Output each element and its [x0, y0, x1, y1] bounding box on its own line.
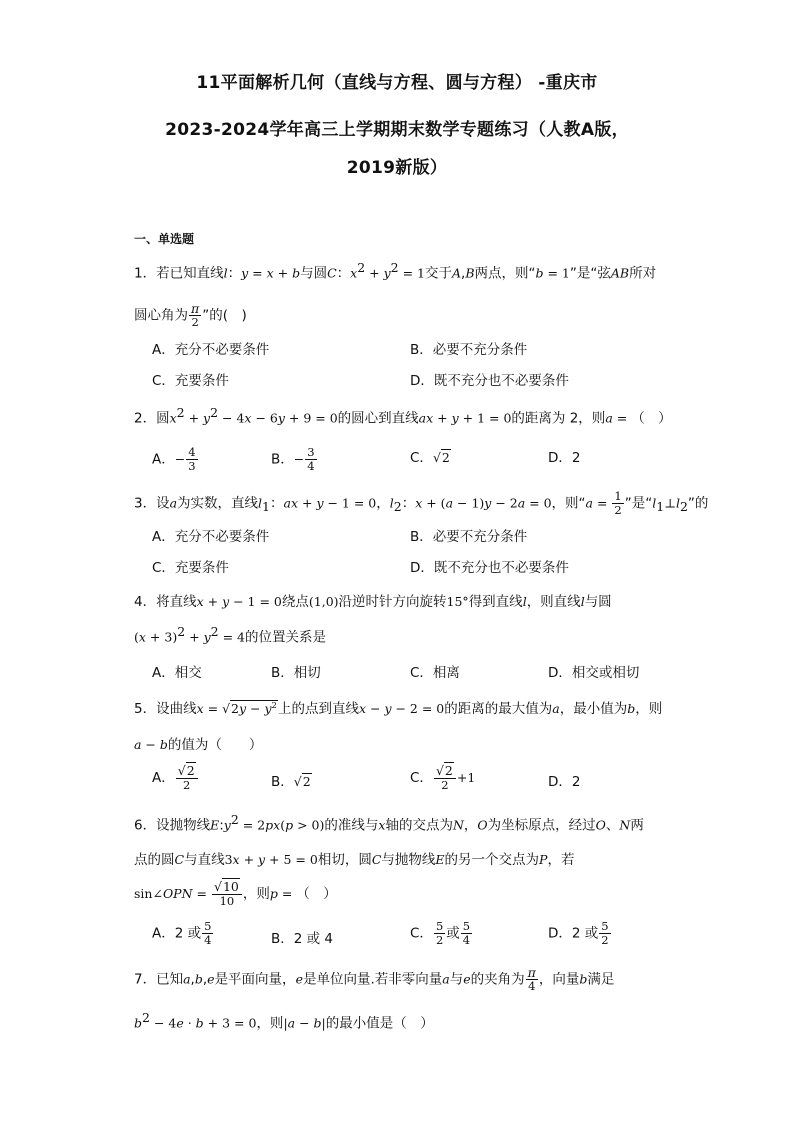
question-6-option-b[interactable]: B．2 或 4 [271, 931, 334, 947]
question-7-line-2: $b^2 - 4e \cdot b + 3 = 0$，则|a − b|的最小值是（ ） [134, 1010, 434, 1032]
title-line-3: 2019新版） [346, 158, 448, 178]
question-1-line-2: 圆心角为 $\frac{\pi}{2}$ ”的( ) [134, 301, 247, 329]
question-4-option-c[interactable]: C．相离 [410, 665, 460, 681]
question-5-line-2: a − b的值为（ ） [134, 737, 263, 753]
question-2-line-1: 2．圆$x^2 + y^2 - 4x - 6y + 9 = 0$的圆心到直线ax + y + 1 = 0的距离为 2，则a = （ ） [134, 405, 672, 427]
question-3-option-d[interactable]: D．既不充分也不必要条件 [410, 560, 569, 576]
question-3-option-a[interactable]: A．充分不必要条件 [152, 529, 270, 545]
question-6-option-a[interactable]: A．2 或 $\frac{5}{4}$ [152, 919, 212, 947]
question-5-option-a[interactable]: A． $\frac{√2}{2}$ [152, 764, 199, 792]
question-5-line-1: 5．设曲线$x = √2y - y^2$上的点到直线x − y − 2 = 0的距离的最大值为a，最小值为b，则 [134, 700, 663, 717]
question-2-option-b[interactable]: B．− $\frac{3}{4}$ [271, 445, 315, 473]
question-6-option-d[interactable]: D．2 或 $\frac{5}{2}$ [548, 919, 609, 947]
question-1-line-1: 1．若已知直线l：y = x + b与圆C：$x^2 + y^2 = 1$交于A,B两点，则“b = 1”是“弦AB所对 [134, 260, 657, 282]
question-5-option-d[interactable]: D．2 [548, 774, 581, 790]
question-4-option-a[interactable]: A．相交 [152, 665, 202, 681]
question-2-option-c[interactable]: C．√2 [410, 450, 450, 466]
question-1-option-a[interactable]: A．充分不必要条件 [152, 342, 270, 358]
section-heading: 一、单选题 [134, 232, 195, 246]
question-6-line-3: sin∠OPN = $\frac{√10}{10}$ ，则p = （ ） [134, 879, 337, 908]
question-1-option-c[interactable]: C．充要条件 [152, 373, 229, 389]
question-7-line-1: 7．已知a,b,e是平面向量，e是单位向量.若非零向量a与e的夹角为 $\frac{\pi}{4}$ ，向量b满足 [134, 965, 615, 993]
title-line-2: 2023-2024学年高三上学期期末数学专题练习（人教A版， [165, 120, 629, 140]
question-4-line-2: $(x + 3)^2 + y^2 = 4$的位置关系是 [134, 624, 326, 646]
question-2-option-d[interactable]: D．2 [548, 450, 581, 466]
question-1-option-b[interactable]: B．必要不充分条件 [410, 342, 528, 358]
question-5-option-b[interactable]: B．√2 [271, 774, 311, 790]
question-2-option-a[interactable]: A．− $\frac{4}{3}$ [152, 445, 196, 473]
question-5-option-c[interactable]: C． $\frac{√2}{2}$ +1 [410, 763, 476, 792]
question-3-option-b[interactable]: B．必要不充分条件 [410, 529, 528, 545]
question-6-line-1: 6．设抛物线$E:y^2 = 2px(p > 0)$的准线与x轴的交点为N，O为坐标原点，经过O、N两 [134, 812, 644, 834]
question-1-option-d[interactable]: D．既不充分也不必要条件 [410, 373, 569, 389]
question-4-option-d[interactable]: D．相交或相切 [548, 665, 640, 681]
question-3-line-1: 3．设a为实数，直线$l_1$：ax + y − 1 = 0，$l_2$：x + (a − 1)y − 2a = 0，则“a = $\frac{1}{2}$ ”是“$l_1\perp l_2$”的 [134, 489, 709, 517]
question-4-line-1: 4．将直线x + y − 1 = 0绕点(1,0)沿逆时针方向旋转15°得到直线l，则直线l与圆 [134, 594, 612, 610]
question-3-option-c[interactable]: C．充要条件 [152, 560, 229, 576]
title-line-1: 11平面解析几何（直线与方程、圆与方程） -重庆市 [196, 73, 598, 93]
question-6-option-c[interactable]: C． $\frac{5}{2}$ 或 $\frac{5}{4}$ [410, 919, 471, 947]
question-4-option-b[interactable]: B．相切 [271, 665, 321, 681]
question-6-line-2: 点的圆C与直线3x + y + 5 = 0相切，圆C与抛物线E的另一个交点为P，若 [134, 852, 575, 868]
